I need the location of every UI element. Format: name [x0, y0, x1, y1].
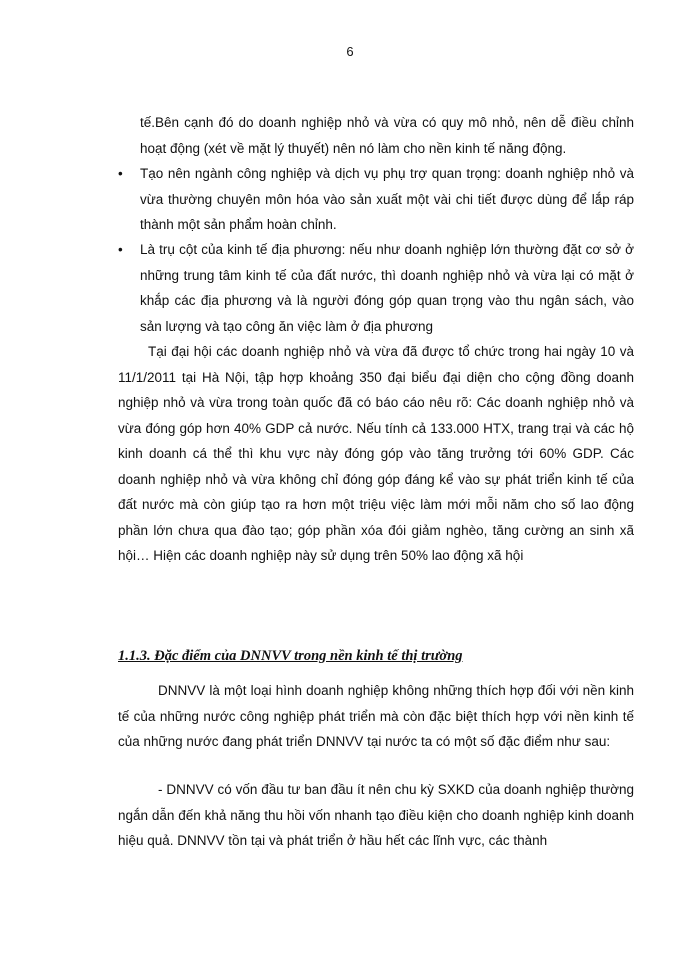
- continuation-paragraph: tế.Bên cạnh đó do doanh nghiệp nhỏ và vừa có quy mô nhỏ, nên dễ điều chỉnh hoạt động (xét về mặt lý thuyết) nên nó làm cho nền kinh tế năng động.: [140, 115, 634, 156]
- conference-paragraph: Tại đại hội các doanh nghiệp nhỏ và vừa đã được tổ chức trong hai ngày 10 và 11/1/2011 tại Hà Nội, tập hợp khoảng 350 đại biểu đại diện cho cộng đồng doanh nghiệp nhỏ và vừa trong toàn quốc đã có báo cáo nêu rõ: Các doanh nghiệp nhỏ và vừa đóng góp hơn 40% GDP cả nước. Nếu tính cả 133.000 HTX, trang trại và các hộ kinh doanh cá thể thì khu vực này đóng góp vào tăng trưởng tới 60% GDP. Các doanh nghiệp nhỏ và vừa không chỉ đóng góp đáng kể vào sự phát triển kinh tế của đất nước mà còn giúp tạo ra hơn một triệu việc làm mới mỗi năm cho số lao động phần lớn chưa qua đào tạo; góp phần xóa đói giảm nghèo, tăng cường an sinh xã hội… Hiện các doanh nghiệp này sử dụng trên 50% lao động xã hội: [118, 344, 634, 563]
- bullet-icon: •: [118, 242, 123, 257]
- bullet-text: Là trụ cột của kinh tế địa phương: nếu như doanh nghiệp lớn thường đặt cơ sở ở những trung tâm kinh tế của đất nước, thì doanh nghiệp nhỏ và vừa lại có mặt ở khắp các địa phương và là người đóng góp quan trọng vào thu ngân sách, vào sản lượng và tạo công ăn việc làm ở địa phương: [140, 242, 634, 334]
- section-intro-paragraph: DNNVV là một loại hình doanh nghiệp không những thích hợp đối với nền kinh tế của những nước công nghiệp phát triển mà còn đặc biệt thích hợp với nền kinh tế của những nước đang phát triển DNNVV tại nước ta có một số đặc điểm như sau:: [118, 683, 634, 749]
- bullet-text: Tạo nên ngành công nghiệp và dịch vụ phụ trợ quan trọng: doanh nghiệp nhỏ và vừa thường chuyên môn hóa vào sản xuất một vài chi tiết được dùng để lắp ráp thành một sản phẩm hoàn chỉnh.: [140, 166, 634, 232]
- bullet-item: [118, 237, 634, 339]
- bullet-icon: •: [118, 166, 123, 181]
- section-heading: 1.1.3. Đặc điểm của DNNVV trong nền kinh tế thị trường: [118, 648, 463, 664]
- bullet-item: [118, 161, 634, 238]
- feature-paragraph: - DNNVV có vốn đầu tư ban đầu ít nên chu kỳ SXKD của doanh nghiệp thường ngắn dẫn đến khả năng thu hồi vốn nhanh tạo điều kiện cho doanh nghiệp kinh doanh hiệu quả. DNNVV tồn tại và phát triển ở hầu hết các lĩnh vực, các thành: [118, 782, 634, 848]
- page-number: 6: [346, 44, 354, 59]
